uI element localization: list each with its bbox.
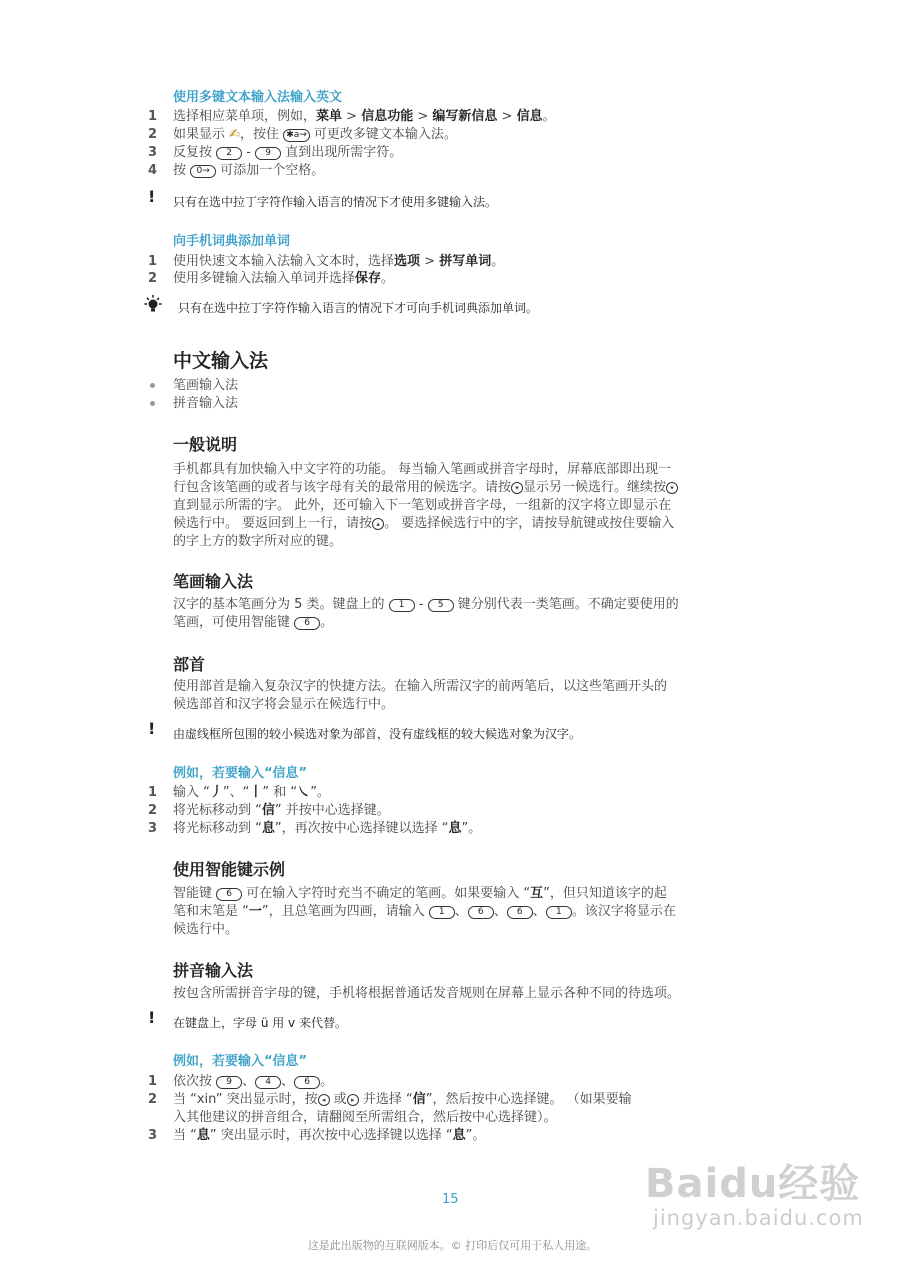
step-text: 依次按 9 、 4 、 6 。 bbox=[173, 1074, 334, 1089]
step-number: 2 bbox=[148, 127, 158, 142]
key-4-icon: 4 bbox=[255, 1076, 281, 1089]
step-text: 使用多键输入法输入单词并选择保存。 bbox=[173, 271, 395, 286]
step-text: 当 “xin” 突出显示时，按 ◂ 或 ▸ 并选择 “信”，然后按中心选择键。 （如果要输 bbox=[173, 1092, 632, 1107]
step-text: 使用快速文本输入法输入文本时，选择选项 > 拼写单词。 bbox=[173, 254, 505, 269]
nav-down-icon: ▾ bbox=[666, 482, 678, 494]
key-5-icon: 5 bbox=[428, 599, 454, 612]
nav-up-icon: ▴ bbox=[372, 518, 384, 530]
step-text: 输入 “丿”、“丨” 和 “㇏”。 bbox=[173, 785, 330, 800]
star-key-icon: ✱a→ bbox=[283, 129, 310, 142]
key-9-icon: 9 bbox=[216, 1076, 242, 1089]
warning-icon: ! bbox=[148, 719, 156, 738]
paragraph-line: 手机都具有加快输入中文字符的功能。 每当输入笔画或拼音字母时，屏幕底部即出现一 bbox=[173, 462, 672, 477]
section-title-smart-key: 使用智能键示例 bbox=[173, 860, 286, 879]
key-2-icon: 2 bbox=[216, 147, 242, 160]
paragraph-line: 笔画，可使用智能键 6 。 bbox=[173, 615, 334, 630]
paragraph-line: 使用部首是输入复杂汉字的快捷方法。在输入所需汉字的前两笔后，以这些笔画开头的 bbox=[173, 679, 668, 694]
step-number: 2 bbox=[148, 803, 158, 818]
paragraph-line: 汉字的基本笔画分为 5 类。键盘上的 1 - 5 键分别代表一类笔画。不确定要使用的 bbox=[173, 597, 679, 612]
key-6-icon: 6 bbox=[294, 1076, 320, 1089]
section-title-pinyin: 拼音输入法 bbox=[173, 961, 254, 980]
section-title-dictionary: 向手机词典添加单词 bbox=[173, 234, 291, 249]
step-text: 将光标移动到 “信” 并按中心选择键。 bbox=[173, 803, 390, 818]
step-number: 3 bbox=[148, 1128, 158, 1143]
nav-down-icon: ▾ bbox=[511, 482, 523, 494]
warning-icon: ! bbox=[148, 187, 156, 206]
paragraph-line: 的字上方的数字所对应的键。 bbox=[173, 534, 343, 549]
step-number: 3 bbox=[148, 145, 158, 160]
step-text: 按 0→ 可添加一个空格。 bbox=[173, 163, 325, 178]
lightbulb-icon bbox=[143, 294, 163, 314]
step-number: 2 bbox=[148, 1092, 158, 1107]
nav-left-icon: ◂ bbox=[318, 1094, 330, 1106]
step-text: 反复按 2 - 9 直到出现所需字符。 bbox=[173, 145, 403, 160]
step-number: 4 bbox=[148, 163, 158, 178]
note-multikey: 只有在选中拉丁字符作输入语言的情况下才使用多键输入法。 bbox=[173, 195, 498, 209]
list-item: 笔画输入法 bbox=[173, 378, 239, 393]
list-item: 拼音输入法 bbox=[173, 396, 239, 411]
step-number: 1 bbox=[148, 254, 158, 269]
page-number: 15 bbox=[442, 1192, 459, 1207]
nav-right-icon: ▸ bbox=[347, 1094, 359, 1106]
section-title-general: 一般说明 bbox=[173, 435, 238, 454]
paragraph-line: 候选行中。 要返回到上一行，请按 ▴ 。 要选择候选行中的字，请按导航键或按住要输入 bbox=[173, 516, 675, 531]
warning-icon: ! bbox=[148, 1008, 156, 1027]
key-9-icon: 9 bbox=[255, 147, 281, 160]
step-number: 1 bbox=[148, 1074, 158, 1089]
key-1-icon: 1 bbox=[429, 906, 455, 919]
key-1-icon: 1 bbox=[546, 906, 572, 919]
step-number: 1 bbox=[148, 109, 158, 124]
tip-dictionary: 只有在选中拉丁字符作输入语言的情况下才可向手机词典添加单词。 bbox=[178, 301, 539, 315]
step-number: 1 bbox=[148, 785, 158, 800]
paragraph-line: 直到显示所需的字。 此外，还可输入下一笔划或拼音字母，一组新的汉字将立即显示在 bbox=[173, 498, 672, 513]
key-6-icon: 6 bbox=[294, 617, 320, 630]
paragraph-line: 候选部首和汉字将会显示在候选行中。 bbox=[173, 697, 395, 712]
section-title-stroke: 笔画输入法 bbox=[173, 572, 254, 591]
step-text: 当 “息” 突出显示时，再次按中心选择键以选择 “息”。 bbox=[173, 1128, 486, 1143]
step-number: 2 bbox=[148, 271, 158, 286]
key-6-icon: 6 bbox=[216, 888, 242, 901]
bullet-dot bbox=[150, 383, 155, 388]
watermark bbox=[645, 1152, 890, 1250]
example-title: 例如，若要输入“信息” bbox=[173, 1054, 308, 1069]
paragraph-line: 智能键 6 可在输入字符时充当不确定的笔画。如果要输入 “互”，但只知道该字的起 bbox=[173, 886, 667, 901]
section-title-multikey: 使用多键文本输入法输入英文 bbox=[173, 90, 343, 105]
watermark-logo: Baidu经验 bbox=[645, 1161, 861, 1207]
example-title: 例如，若要输入“信息” bbox=[173, 766, 308, 781]
paragraph-line: 按包含所需拼音字母的键，手机将根据普通话发音规则在屏幕上显示各种不同的待选项。 bbox=[173, 986, 681, 1001]
footer-text: 这是此出版物的互联网版本。© 打印后仅可用于私人用途。 bbox=[307, 1239, 598, 1252]
section-title-radical: 部首 bbox=[173, 655, 206, 674]
step-text: 选择相应菜单项，例如，菜单 > 信息功能 > 编写新信息 > 信息。 bbox=[173, 109, 556, 124]
key-6-icon: 6 bbox=[507, 906, 533, 919]
key-1-icon: 1 bbox=[389, 599, 415, 612]
step-text: 将光标移动到 “息”，再次按中心选择键以选择 “息”。 bbox=[173, 821, 482, 836]
paragraph-line: 笔和末笔是 “一”，且总笔画为四画，请输入 1 、 6 、 6 、 1 。该汉字将显示在 bbox=[173, 904, 676, 919]
key-6-icon: 6 bbox=[468, 906, 494, 919]
note-pinyin: 在键盘上，字母 ü 用 v 来代替。 bbox=[173, 1016, 347, 1030]
bullet-dot bbox=[150, 401, 155, 406]
step-text: 如果显示 ✍，按住 ✱a→ 可更改多键文本输入法。 bbox=[173, 127, 457, 142]
step-number: 3 bbox=[148, 821, 158, 836]
note-radical: 由虚线框所包围的较小候选对象为部首，没有虚线框的较大候选对象为汉字。 bbox=[173, 727, 582, 741]
step-text: 入其他建议的拼音组合，请翻阅至所需组合，然后按中心选择键）。 bbox=[173, 1110, 557, 1125]
section-title-chinese: 中文输入法 bbox=[173, 350, 269, 372]
paragraph-line: 候选行中。 bbox=[173, 922, 239, 937]
paragraph-line: 行包含该笔画的或者与该字母有关的最常用的候选字。请按 ▾ 显示另一候选行。继续按 ▾ bbox=[173, 479, 678, 497]
watermark-url: jingyan.baidu.com bbox=[653, 1206, 864, 1230]
pencil-icon: ✍ bbox=[229, 127, 241, 142]
key-0-icon: 0→ bbox=[190, 165, 216, 178]
